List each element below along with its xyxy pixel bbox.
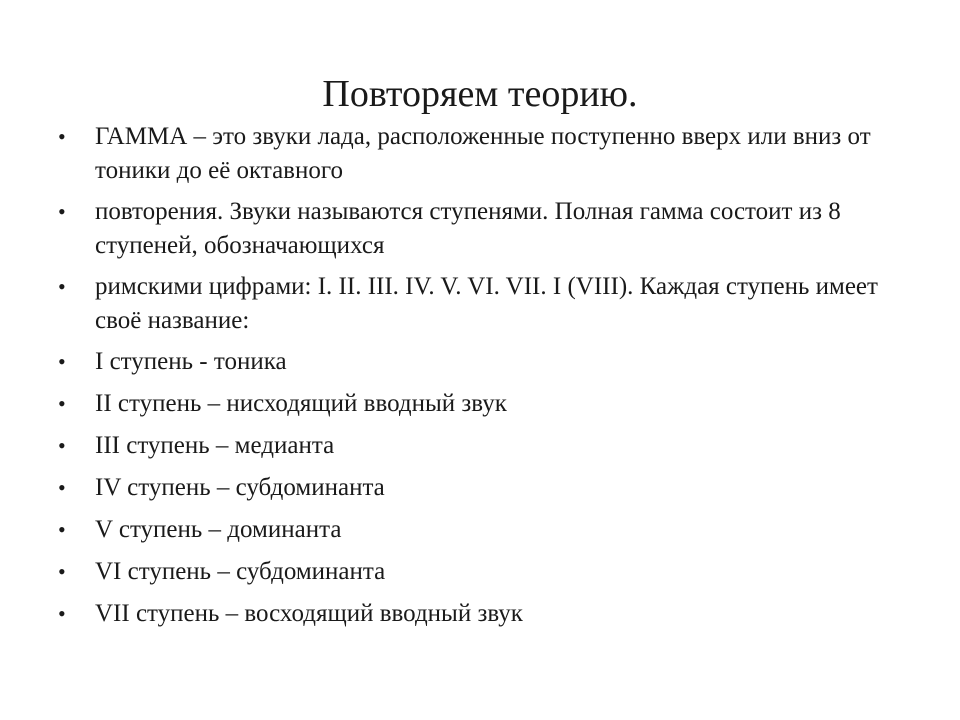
bullet-text: V ступень – доминанта xyxy=(95,516,342,543)
bullet-item xyxy=(58,555,888,589)
bullet-text: римскими цифрами: I. II. III. IV. V. VI. VII. I (VIII). Каждая ступень имеет своё название: xyxy=(95,273,878,334)
bullet-dot-icon: • xyxy=(58,349,66,374)
bullet-item xyxy=(58,270,888,338)
bullet-text: IV ступень – субдоминанта xyxy=(95,474,385,501)
bullet-text: II ступень – нисходящий вводный звук xyxy=(95,390,507,417)
bullet-item xyxy=(58,387,888,421)
bullet-item xyxy=(58,120,888,188)
bullet-dot-icon: • xyxy=(58,559,66,584)
bullet-dot-icon: • xyxy=(58,124,66,149)
bullet-dot-icon: • xyxy=(58,517,66,542)
bullet-item xyxy=(58,513,888,547)
bullet-item xyxy=(58,597,888,631)
bullet-text: VI ступень – субдоминанта xyxy=(95,558,386,585)
bullet-item xyxy=(58,471,888,505)
bullet-dot-icon: • xyxy=(58,199,66,224)
bullet-item xyxy=(58,429,888,463)
bullet-text: повторения. Звуки называются ступенями. Полная гамма состоит из 8 ступеней, обозначающихся xyxy=(95,198,841,259)
bullet-dot-icon: • xyxy=(58,601,66,626)
bullet-dot-icon: • xyxy=(58,391,66,416)
bullet-text: I ступень - тоника xyxy=(95,348,287,375)
bullet-dot-icon: • xyxy=(58,475,66,500)
bullet-text: III ступень – медианта xyxy=(95,432,335,459)
bullet-dot-icon: • xyxy=(58,274,66,299)
slide-title: Повторяем теорию. xyxy=(322,73,638,115)
bullet-dot-icon: • xyxy=(58,433,66,458)
bullet-list xyxy=(58,120,888,639)
bullet-text: ГАММА – это звуки лада, расположенные поступенно вверх или вниз от тоники до её октавного xyxy=(95,123,871,184)
bullet-text: VII ступень – восходящий вводный звук xyxy=(95,600,523,627)
bullet-item xyxy=(58,195,888,263)
bullet-item xyxy=(58,345,888,379)
